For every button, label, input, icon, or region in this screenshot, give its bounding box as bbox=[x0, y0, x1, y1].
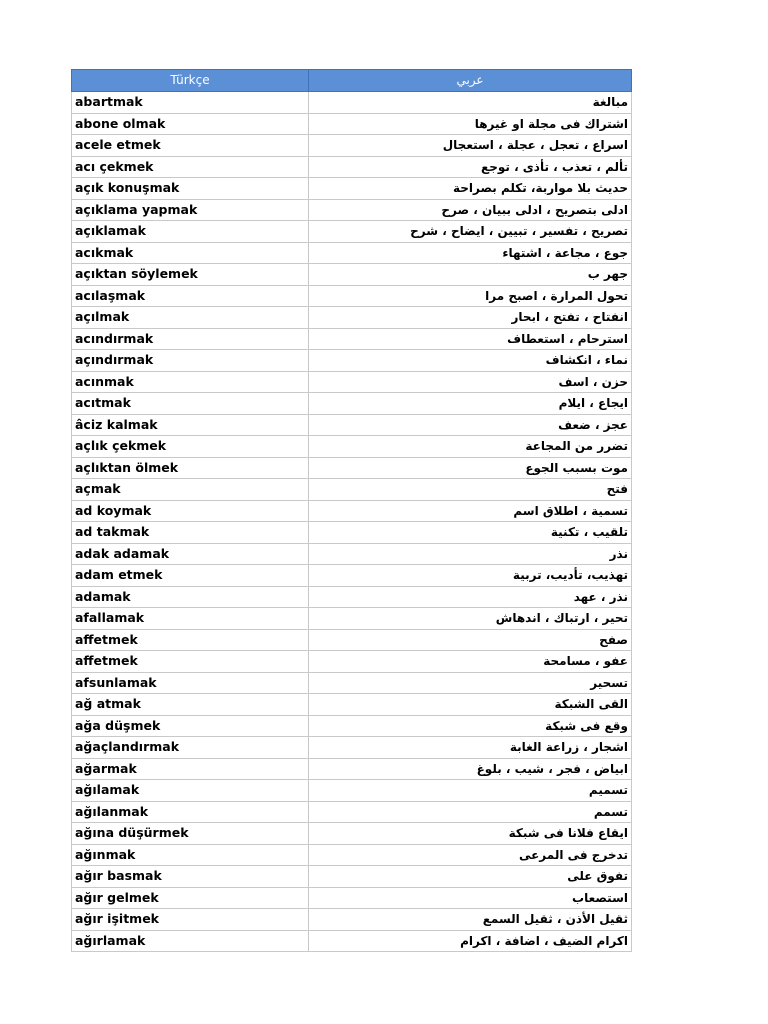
table-row bbox=[72, 543, 632, 565]
turkish-term-cell[interactable]: ağ atmak bbox=[72, 694, 309, 716]
turkish-term-cell[interactable]: ağa düşmek bbox=[72, 715, 309, 737]
arabic-translation-cell[interactable]: نذر bbox=[309, 543, 632, 565]
table-row bbox=[72, 737, 632, 759]
table-row bbox=[72, 694, 632, 716]
arabic-translation-cell[interactable]: ادلى بتصريح ، ادلى ببيان ، صرح bbox=[309, 199, 632, 221]
turkish-term-cell[interactable]: acıtmak bbox=[72, 393, 309, 415]
turkish-term-cell[interactable]: abartmak bbox=[72, 92, 309, 114]
table-row bbox=[72, 199, 632, 221]
arabic-translation-cell[interactable]: نماء ، انكشاف bbox=[309, 350, 632, 372]
header-arabic: عربي bbox=[309, 70, 632, 92]
arabic-translation-cell[interactable]: وقع فى شبكة bbox=[309, 715, 632, 737]
arabic-translation-cell[interactable]: حزن ، اسف bbox=[309, 371, 632, 393]
table-row bbox=[72, 522, 632, 544]
table-row bbox=[72, 457, 632, 479]
turkish-term-cell[interactable]: afsunlamak bbox=[72, 672, 309, 694]
arabic-translation-cell[interactable]: عفو ، مسامحة bbox=[309, 651, 632, 673]
arabic-translation-cell[interactable]: موت بسبب الجوع bbox=[309, 457, 632, 479]
turkish-term-cell[interactable]: ağır basmak bbox=[72, 866, 309, 888]
arabic-translation-cell[interactable]: تصريح ، تفسير ، تبيين ، ايضاح ، شرح bbox=[309, 221, 632, 243]
turkish-term-cell[interactable]: açık konuşmak bbox=[72, 178, 309, 200]
table-row bbox=[72, 629, 632, 651]
arabic-translation-cell[interactable]: تألم ، تعذب ، تأذى ، توجع bbox=[309, 156, 632, 178]
arabic-translation-cell[interactable]: ايقاع فلانا فى شبكة bbox=[309, 823, 632, 845]
table-row bbox=[72, 328, 632, 350]
table-row bbox=[72, 371, 632, 393]
header-turkish: Türkçe bbox=[72, 70, 309, 92]
arabic-translation-cell[interactable]: صفح bbox=[309, 629, 632, 651]
turkish-term-cell[interactable]: adak adamak bbox=[72, 543, 309, 565]
table-row bbox=[72, 780, 632, 802]
turkish-term-cell[interactable]: ad takmak bbox=[72, 522, 309, 544]
table-row bbox=[72, 479, 632, 501]
arabic-translation-cell[interactable]: تلقيب ، تكنية bbox=[309, 522, 632, 544]
table-row bbox=[72, 264, 632, 286]
arabic-translation-cell[interactable]: ثقيل الأذن ، ثقيل السمع bbox=[309, 909, 632, 931]
arabic-translation-cell[interactable]: تدخرج فى المرعى bbox=[309, 844, 632, 866]
turkish-term-cell[interactable]: ağırlamak bbox=[72, 930, 309, 952]
arabic-translation-cell[interactable]: اشتراك فى مجلة او غيرها bbox=[309, 113, 632, 135]
table-row bbox=[72, 178, 632, 200]
table-row bbox=[72, 823, 632, 845]
turkish-term-cell[interactable]: acele etmek bbox=[72, 135, 309, 157]
table-row bbox=[72, 565, 632, 587]
table-row bbox=[72, 414, 632, 436]
arabic-translation-cell[interactable]: ايجاع ، ايلام bbox=[309, 393, 632, 415]
turkish-term-cell[interactable]: açıklama yapmak bbox=[72, 199, 309, 221]
table-row bbox=[72, 909, 632, 931]
arabic-translation-cell[interactable]: جهر ب bbox=[309, 264, 632, 286]
turkish-term-cell[interactable]: ağaçlandırmak bbox=[72, 737, 309, 759]
table-row bbox=[72, 586, 632, 608]
table-row bbox=[72, 801, 632, 823]
table-row bbox=[72, 436, 632, 458]
arabic-translation-cell[interactable]: تسحير bbox=[309, 672, 632, 694]
arabic-translation-cell[interactable]: جوع ، مجاعة ، اشتهاء bbox=[309, 242, 632, 264]
table-row bbox=[72, 930, 632, 952]
arabic-translation-cell[interactable]: تسمم bbox=[309, 801, 632, 823]
arabic-translation-cell[interactable]: نذر ، عهد bbox=[309, 586, 632, 608]
table-row bbox=[72, 350, 632, 372]
table-row bbox=[72, 887, 632, 909]
turkish-term-cell[interactable]: açıktan söylemek bbox=[72, 264, 309, 286]
turkish-term-cell[interactable]: ağılanmak bbox=[72, 801, 309, 823]
turkish-term-cell[interactable]: acınmak bbox=[72, 371, 309, 393]
turkish-term-cell[interactable]: açmak bbox=[72, 479, 309, 501]
arabic-translation-cell[interactable]: تضرر من المجاعة bbox=[309, 436, 632, 458]
table-row bbox=[72, 651, 632, 673]
table-row bbox=[72, 672, 632, 694]
table-row bbox=[72, 307, 632, 329]
dictionary-sheet bbox=[71, 69, 631, 952]
arabic-translation-cell[interactable]: استرحام ، استعطاف bbox=[309, 328, 632, 350]
turkish-term-cell[interactable]: açıklamak bbox=[72, 221, 309, 243]
turkish-term-cell[interactable]: acı çekmek bbox=[72, 156, 309, 178]
arabic-translation-cell[interactable]: تهذيب، تأديب، تربية bbox=[309, 565, 632, 587]
table-row bbox=[72, 608, 632, 630]
turkish-term-cell[interactable]: ağına düşürmek bbox=[72, 823, 309, 845]
arabic-translation-cell[interactable]: تفوق على bbox=[309, 866, 632, 888]
arabic-translation-cell[interactable]: فتح bbox=[309, 479, 632, 501]
turkish-term-cell[interactable]: ağarmak bbox=[72, 758, 309, 780]
turkish-term-cell[interactable]: abone olmak bbox=[72, 113, 309, 135]
turkish-term-cell[interactable]: afallamak bbox=[72, 608, 309, 630]
arabic-translation-cell[interactable]: تحول المرارة ، اصبح مرا bbox=[309, 285, 632, 307]
turkish-term-cell[interactable]: ağır işitmek bbox=[72, 909, 309, 931]
table-row bbox=[72, 221, 632, 243]
turkish-term-cell[interactable]: ağır gelmek bbox=[72, 887, 309, 909]
table-row bbox=[72, 242, 632, 264]
arabic-translation-cell[interactable]: ابياض ، فجر ، شيب ، بلوغ bbox=[309, 758, 632, 780]
table-body bbox=[72, 92, 632, 952]
arabic-translation-cell[interactable]: اشجار ، زراعة الغابة bbox=[309, 737, 632, 759]
arabic-translation-cell[interactable]: اكرام الضيف ، اضافة ، اكرام bbox=[309, 930, 632, 952]
table-row bbox=[72, 156, 632, 178]
turkish-term-cell[interactable]: acılaşmak bbox=[72, 285, 309, 307]
arabic-translation-cell[interactable]: حديث بلا مواربة، تكلم بصراحة bbox=[309, 178, 632, 200]
arabic-translation-cell[interactable]: مبالغة bbox=[309, 92, 632, 114]
arabic-translation-cell[interactable]: عجز ، ضعف bbox=[309, 414, 632, 436]
table-row bbox=[72, 866, 632, 888]
table-row bbox=[72, 844, 632, 866]
turkish-term-cell[interactable]: açındırmak bbox=[72, 350, 309, 372]
turkish-term-cell[interactable]: adamak bbox=[72, 586, 309, 608]
turkish-term-cell[interactable]: açlıktan ölmek bbox=[72, 457, 309, 479]
arabic-translation-cell[interactable]: تسمية ، اطلاق اسم bbox=[309, 500, 632, 522]
table-row bbox=[72, 393, 632, 415]
arabic-translation-cell[interactable]: انفتاح ، تفتح ، ابحار bbox=[309, 307, 632, 329]
turkish-term-cell[interactable]: açılmak bbox=[72, 307, 309, 329]
turkish-term-cell[interactable]: âciz kalmak bbox=[72, 414, 309, 436]
arabic-translation-cell[interactable]: تحير ، ارتباك ، اندهاش bbox=[309, 608, 632, 630]
table-row bbox=[72, 92, 632, 114]
turkish-term-cell[interactable]: acıkmak bbox=[72, 242, 309, 264]
table-row bbox=[72, 285, 632, 307]
arabic-translation-cell[interactable]: تسميم bbox=[309, 780, 632, 802]
turkish-term-cell[interactable]: acındırmak bbox=[72, 328, 309, 350]
table-row bbox=[72, 135, 632, 157]
table-row bbox=[72, 500, 632, 522]
turkish-term-cell[interactable]: ağınmak bbox=[72, 844, 309, 866]
turkish-term-cell[interactable]: adam etmek bbox=[72, 565, 309, 587]
arabic-translation-cell[interactable]: القى الشبكة bbox=[309, 694, 632, 716]
table-row bbox=[72, 758, 632, 780]
turkish-term-cell[interactable]: affetmek bbox=[72, 629, 309, 651]
turkish-term-cell[interactable]: ad koymak bbox=[72, 500, 309, 522]
turkish-term-cell[interactable]: affetmek bbox=[72, 651, 309, 673]
dictionary-table bbox=[71, 69, 632, 952]
header-row bbox=[72, 70, 632, 92]
table-row bbox=[72, 715, 632, 737]
turkish-term-cell[interactable]: açlık çekmek bbox=[72, 436, 309, 458]
turkish-term-cell[interactable]: ağılamak bbox=[72, 780, 309, 802]
arabic-translation-cell[interactable]: اسراع ، تعجل ، عجلة ، استعجال bbox=[309, 135, 632, 157]
table-row bbox=[72, 113, 632, 135]
arabic-translation-cell[interactable]: استصعاب bbox=[309, 887, 632, 909]
